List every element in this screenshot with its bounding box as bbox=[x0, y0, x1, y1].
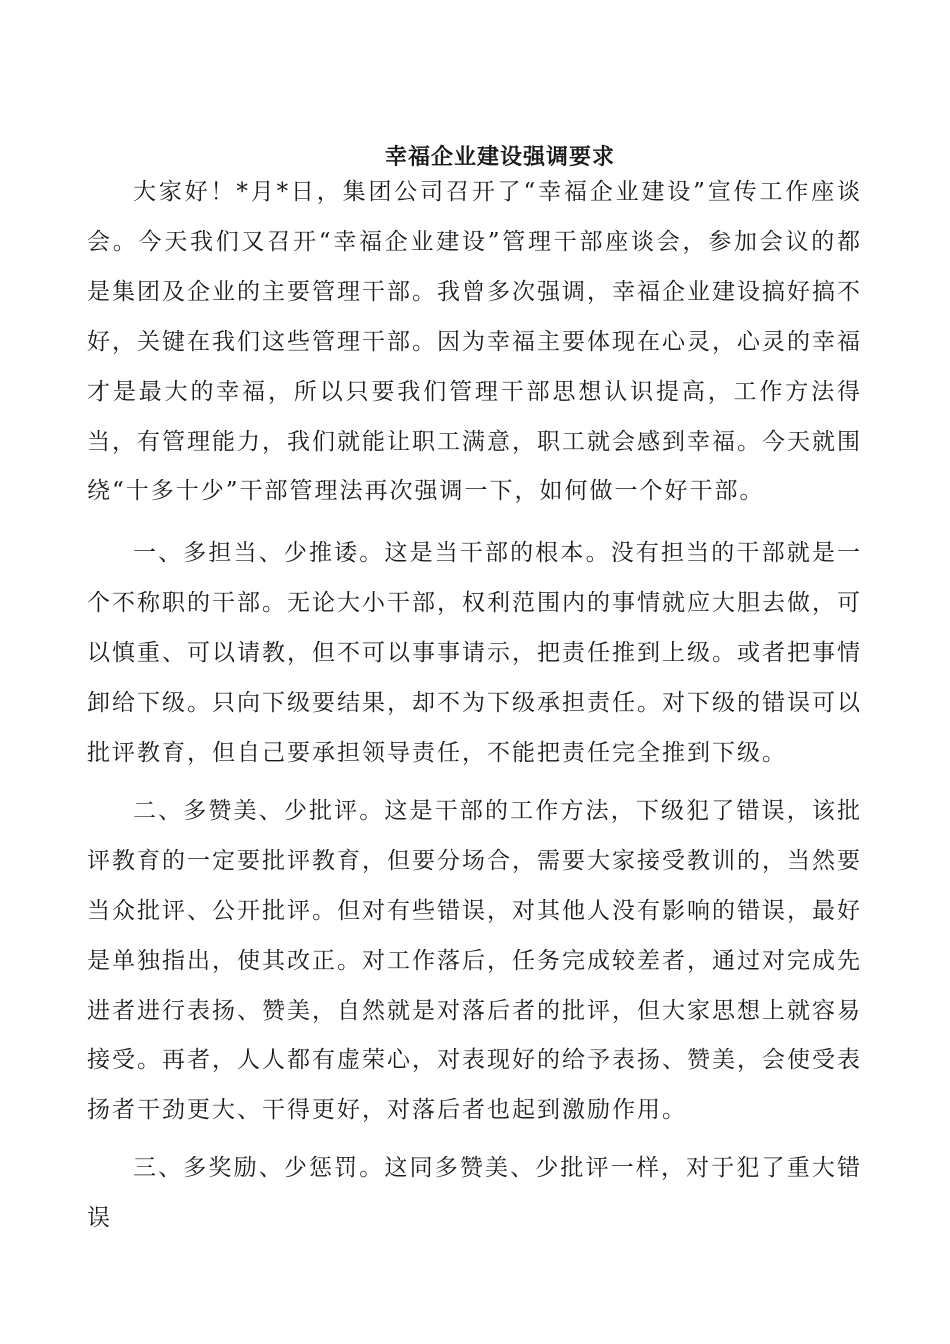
document-title: 幸福企业建设强调要求 bbox=[384, 144, 615, 170]
paragraph-point-2: 二、多赞美、少批评。这是干部的工作方法，下级犯了错误，该批评教育的一定要批评教育，但要分场合，需要大家接受教训的，当然要当众批评、公开批评。但对有些错误，对其他人没有影响的错误，最好是单独指出，使其改正。对工作落后，任务完成较差者，通过对完成先进者进行表扬、赞美，自然就是对落后者的批评，但大家思想上就容易接受。再者，人人都有虚荣心，对表现好的给予表扬、赞美，会使受表扬者干劲更大、干得更好，对落后者也起到激励作用。 bbox=[87, 797, 862, 1124]
paragraph-point-3: 三、多奖励、少惩罚。这同多赞美、少批评一样，对于犯了重大错误 bbox=[87, 1155, 862, 1232]
document-body bbox=[87, 168, 862, 1244]
paragraph-intro: 大家好！*月*日，集团公司召开了“幸福企业建设”宣传工作座谈会。今天我们又召开“幸福企业建设”管理干部座谈会，参加会议的都是集团及企业的主要管理干部。我曾多次强调，幸福企业建设搞好搞不好，关键在我们这些管理干部。因为幸福主要体现在心灵，心灵的幸福才是最大的幸福，所以只要我们管理干部思想认识提高，工作方法得当，有管理能力，我们就能让职工满意，职工就会感到幸福。今天就围绕“十多十少”干部管理法再次强调一下，如何做一个好干部。 bbox=[87, 179, 862, 505]
paragraph-point-1: 一、多担当、少推诿。这是当干部的根本。没有担当的干部就是一个不称职的干部。无论大小干部，权利范围内的事情就应大胆去做，可以慎重、可以请教，但不可以事事请示，把责任推到上级。或者把事情卸给下级。只向下级要结果，却不为下级承担责任。对下级的错误可以批评教育，但自己要承担领导责任，不能把责任完全推到下级。 bbox=[87, 540, 862, 766]
